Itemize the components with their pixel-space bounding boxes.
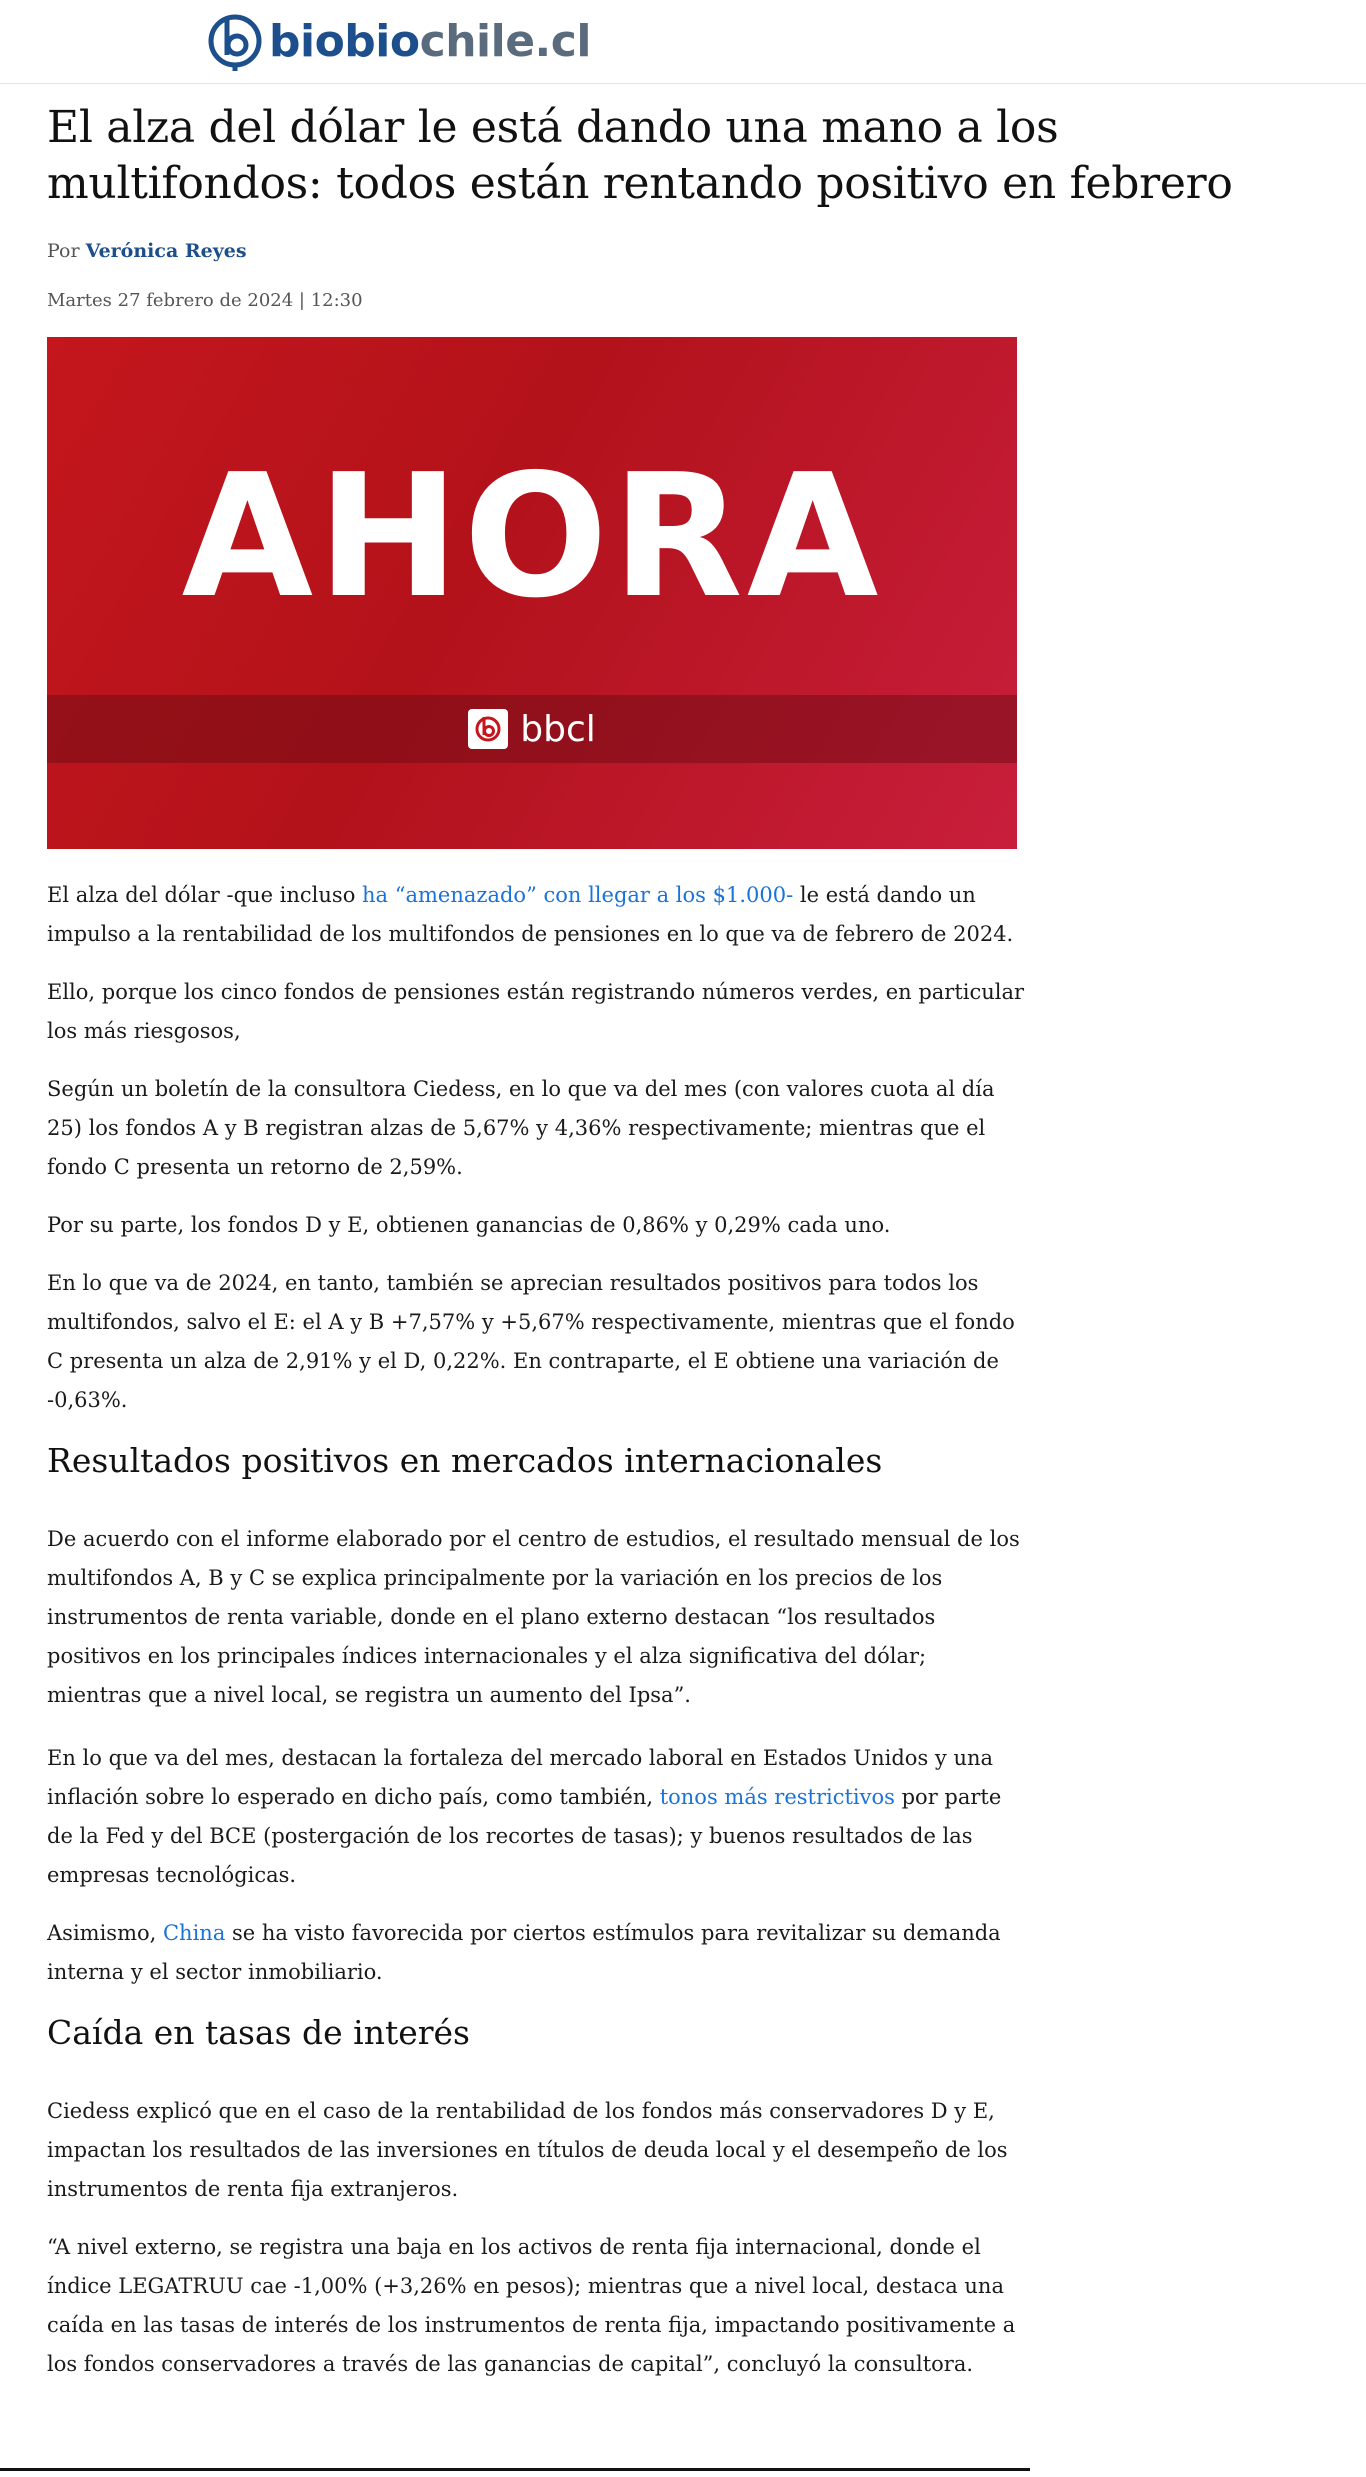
dollar-threat-link[interactable]: ha “amenazado” con llegar a los $1.000- [362,883,794,907]
article-byline [47,240,1366,262]
article-date: Martes 27 febrero de 2024 | 12:30 [47,290,363,311]
hero-image [47,337,1017,849]
site-header [0,0,1366,84]
paragraph-8 [47,1914,1027,1992]
paragraph-4: Por su parte, los fondos D y E, obtienen ganancias de 0,86% y 0,29% cada uno. [47,1213,891,1237]
byline-prefix: Por [47,240,86,262]
site-logo-text [269,16,591,67]
china-link[interactable]: China [162,1921,226,1945]
article-headline: El alza del dólar le está dando una mano a los multifondos: todos están rentando positivo en febrero [47,102,1233,209]
hero-brand-text: bbcl [520,708,596,750]
paragraph-7 [47,1739,1027,1895]
article-body [47,876,1027,2403]
author-link[interactable]: Verónica Reyes [85,240,247,262]
hero-word: AHORA [181,438,883,636]
subheading-international-markets: Resultados positivos en mercados internacionales [47,1441,883,1480]
p1-text-b: le está dando un impulso a la rentabilidad de los multifondos de pensiones en lo que va de febrero de 2024. [47,883,1014,946]
paragraph-9: Ciedess explicó que en el caso de la rentabilidad de los fondos más conservadores D y E, impactan los resultados de las inversiones en títulos de deuda local y el desempeño de los instrumentos de renta fija extranjeros. [47,2099,1008,2201]
logo-text-biobio: biobio [269,15,420,67]
logo-text-chile: chile.cl [419,15,591,67]
p7-text-b: por parte de la Fed y del BCE (postergación de los recortes de tasas); y buenos resultados de las empresas tecnológicas. [47,1785,1002,1887]
p8-text-a: Asimismo, [47,1921,163,1945]
paragraph-3: Según un boletín de la consultora Ciedess, en lo que va del mes (con valores cuota al día 25) los fondos A y B registran alzas de 5,67% y 4,36% respectivamente; mientras que el fondo C presenta un retorno de 2,59%. [47,1077,995,1179]
bbcl-logo-icon [468,709,508,749]
subheading-interest-rates: Caída en tasas de interés [47,2013,470,2052]
site-logo[interactable] [205,6,591,76]
paragraph-6: De acuerdo con el informe elaborado por el centro de estudios, el resultado mensual de los multifondos A, B y C se explica principalmente por la variación en los precios de los instrumentos de renta variable, donde en el plano externo destacan “los resultados positivos en los principales índices internacionales y el alza significativa del dólar; mientras que a nivel local, se registra un aumento del Ipsa”. [47,1527,1020,1707]
p1-text-a: El alza del dólar -que incluso [47,883,363,907]
paragraph-10: “A nivel externo, se registra una baja en los activos de renta fija internacional, donde el índice LEGATRUU cae -1,00% (+3,26% en pesos); mientras que a nivel local, destaca una caída en las tasas de interés de los instrumentos de renta fija, impactando positivamente a los fondos conservadores a través de las ganancias de capital”, concluyó la consultora. [47,2235,1016,2376]
p8-text-b: se ha visto favorecida por ciertos estímulos para revitalizar su demanda interna y el sector inmobiliario. [47,1921,1001,1984]
paragraph-2: Ello, porque los cinco fondos de pensiones están registrando números verdes, en particular los más riesgosos, [47,980,1025,1043]
paragraph-5: En lo que va de 2024, en tanto, también se aprecian resultados positivos para todos los multifondos, salvo el E: el A y B +7,57% y +5,67% respectivamente, mientras que el fondo C presenta un alza de 2,91% y el D, 0,22%. En contraparte, el E obtiene una variación de -0,63%. [47,1271,1015,1412]
article-header [47,100,1366,311]
restrictive-tones-link[interactable]: tonos más restrictivos [659,1785,895,1809]
paragraph-1 [47,876,1027,954]
bottom-divider [0,2468,1030,2471]
p7-text-a: En lo que va del mes, destacan la fortaleza del mercado laboral en Estados Unidos y una inflación sobre lo esperado en dicho país, como también, [47,1746,994,1809]
biobio-logo-icon [205,9,263,73]
hero-brand-band [47,695,1017,763]
